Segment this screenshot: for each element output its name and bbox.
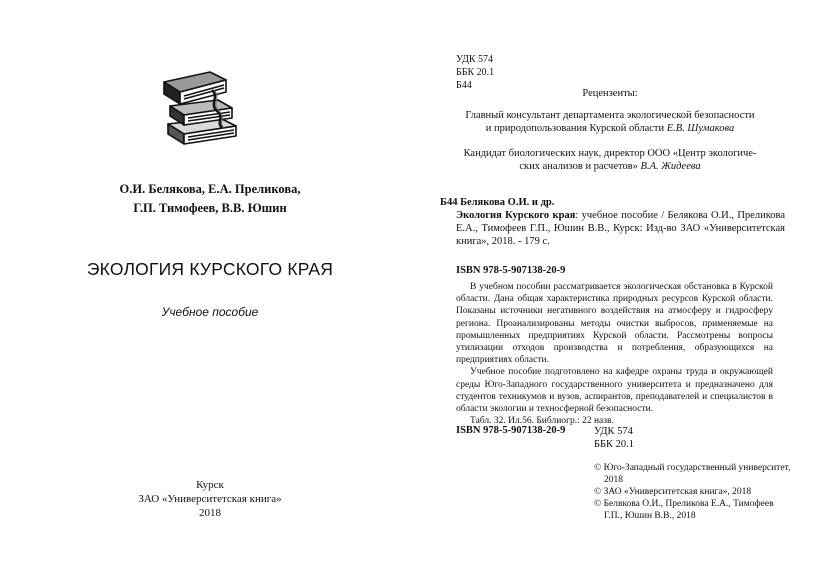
imprint-publisher: ЗАО «Университетская книга» (138, 493, 282, 505)
copyright-university: © Юго-Западный государственный университет, 2018 (594, 463, 791, 485)
imprint-year: 2018 (199, 507, 221, 519)
annotation (456, 281, 773, 427)
copyright-publisher: © ЗАО «Университетская книга», 2018 (594, 487, 752, 497)
book-subtitle: Учебное пособие (161, 305, 259, 319)
reviewers-heading: Рецензенты: (582, 88, 638, 99)
books-stack-icon (160, 68, 242, 146)
authors-line-2: Г.П. Тимофеев, В.В. Юшин (133, 201, 287, 215)
copyright-block (594, 462, 794, 522)
bibliographic-header: Б44 Белякова О.И. и др. (440, 197, 555, 208)
authors (60, 180, 360, 218)
classification-codes (456, 53, 494, 92)
imprint-city: Курск (196, 479, 224, 491)
reviewer-2-line-1: Кандидат биологических наук, директор ООО «Центр экологиче- (463, 148, 757, 159)
bibliographic-details: : учебное пособие / Белякова О.И., Преликова Е.А., Тимофеев Г.П., Юшин В.В., Курск: Изд-во ЗАО «Университетская книга», 2018. - 179 с. (456, 210, 785, 247)
annotation-paragraph-3: Табл. 32. Ил.56. Библиогр.: 22 назв. (470, 416, 614, 427)
book-title: ЭКОЛОГИЯ КУРСКОГО КРАЯ (86, 259, 334, 279)
reviewer-1-line-1: Главный консультант департамента экологической безопасности (465, 110, 755, 121)
reviewer-2 (440, 147, 780, 173)
reviewer-2-line-2: ских анализов и расчетов» (519, 161, 638, 172)
bibliographic-record (440, 196, 785, 248)
reviewer-2-name: В.А. Жидеева (640, 161, 701, 172)
reviewer-1-line-2: и природопользования Курской области (485, 123, 665, 134)
bibliographic-title: Экология Курского края (456, 210, 576, 221)
authors-line-1: О.И. Белякова, Е.А. Преликова, (119, 182, 301, 196)
classification-codes-bottom (594, 425, 634, 451)
annotation-paragraph-1: В учебном пособии рассматривается экологическая обстановка в Курской области. Дана общая характеристика природных ресурсов Курской области. Показаны источники негативного воздействия на атмосферу и гидросферу региона. Проанализированы методы очистки выбросов, применяемые на промышленных предприятиях Курской области. Рассмотрены вопросы утилизации отходов производства и потребления, образующихся на предприятиях области. (456, 282, 773, 366)
isbn-bottom: ISBN 978-5-907138-20-9 (456, 425, 566, 436)
udk-code: УДК 574 (456, 54, 494, 65)
author-index: Б44 (456, 80, 472, 91)
copyright-authors: © Белякова О.И., Преликова Е.А., Тимофеев Г.П., Юшин В.В., 2018 (594, 499, 774, 521)
isbn-top: ISBN 978-5-907138-20-9 (456, 265, 566, 276)
annotation-paragraph-2: Учебное пособие подготовлено на кафедре охраны труда и окружающей среды Юго-Западного государственного университета и предназначено для студентов техникумов и вузов, аспирантов, преподавателей и специалистов в области экологии и техносферной безопасности. (456, 367, 773, 415)
imprint (60, 478, 360, 520)
udk-code-bottom: УДК 574 (594, 426, 633, 437)
bbk-code: ББК 20.1 (456, 67, 495, 78)
reviewer-1-name: Е.В. Шумакова (666, 123, 735, 134)
reviewer-1 (440, 109, 780, 135)
bbk-code-bottom: ББК 20.1 (594, 439, 635, 450)
